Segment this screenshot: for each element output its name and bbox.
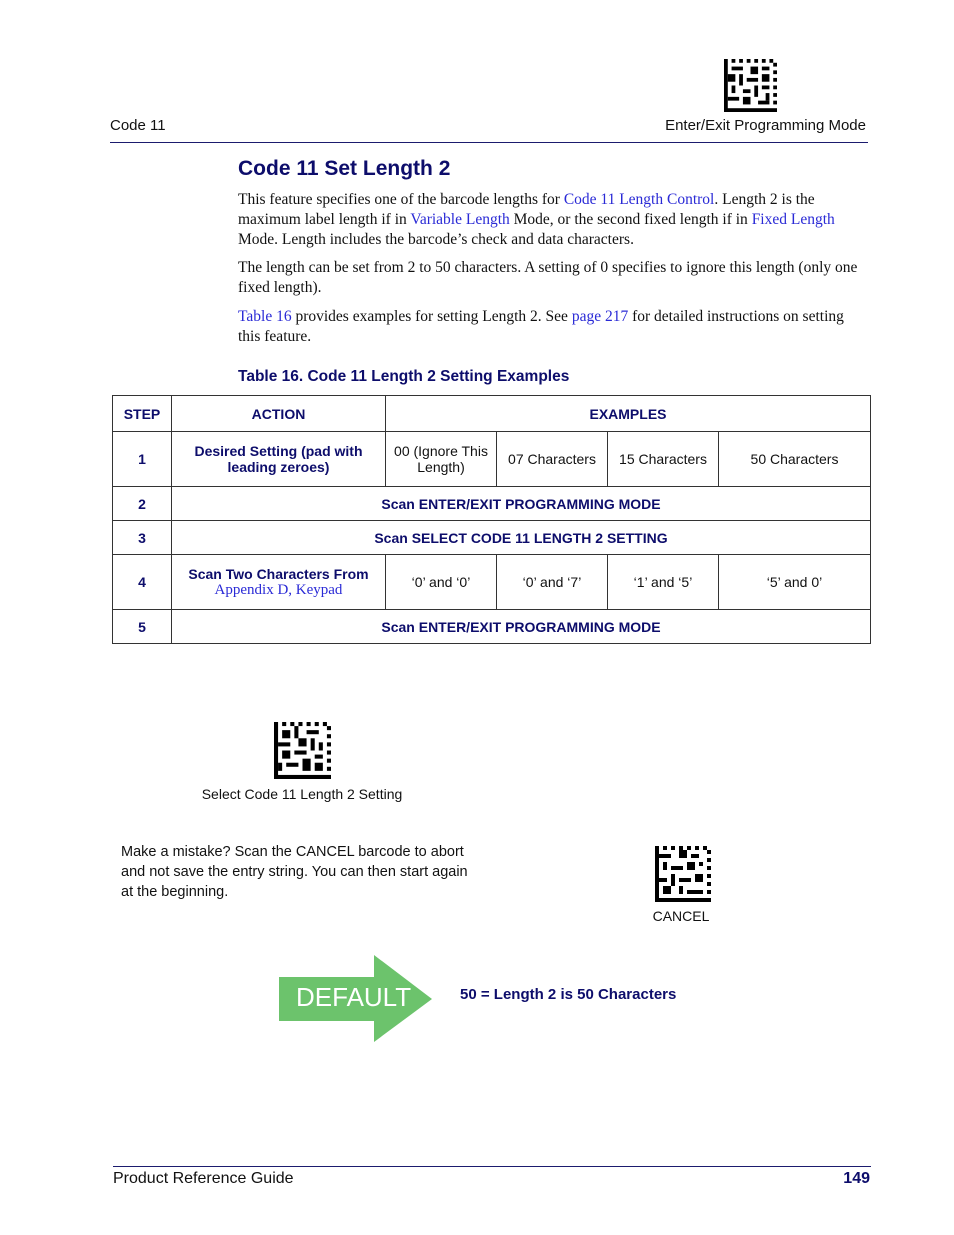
step-number: 4 bbox=[113, 555, 172, 610]
link-page-217[interactable]: page 217 bbox=[571, 308, 629, 325]
header-action: ACTION bbox=[172, 396, 386, 432]
example-cell: ‘5’ and 0’ bbox=[719, 555, 871, 610]
header-rule bbox=[110, 142, 868, 143]
link-appendix-d-keypad[interactable]: Appendix D, Keypad bbox=[214, 581, 343, 598]
page-number: 149 bbox=[843, 1170, 870, 1187]
link-variable-length[interactable]: Variable Length bbox=[410, 211, 510, 228]
paragraph-2: The length can be set from 2 to 50 characters. A setting of 0 specifies to ignore this length (only one fixed length). bbox=[238, 259, 858, 296]
default-text: 50 = Length 2 is 50 Characters bbox=[460, 986, 677, 1003]
select-length2-datamatrix-barcode bbox=[274, 722, 331, 779]
cancel-barcode-caption: CANCEL bbox=[652, 908, 710, 924]
table-title: Table 16. Code 11 Length 2 Setting Examples bbox=[238, 368, 570, 385]
table-header-row bbox=[113, 396, 871, 432]
step-action: Scan ENTER/EXIT PROGRAMMING MODE bbox=[172, 487, 871, 521]
step-action-text: Scan Two Characters From bbox=[188, 565, 369, 582]
step-action: Scan SELECT CODE 11 LENGTH 2 SETTING bbox=[172, 521, 871, 555]
step-number: 3 bbox=[113, 521, 172, 555]
section-title: Code 11 Set Length 2 bbox=[238, 157, 451, 180]
example-cell: ‘0’ and ‘0’ bbox=[386, 555, 497, 610]
header-left: Code 11 bbox=[110, 117, 166, 134]
step-number: 5 bbox=[113, 610, 172, 644]
example-cell: ‘0’ and ‘7’ bbox=[497, 555, 608, 610]
example-cell: ‘1’ and ‘5’ bbox=[608, 555, 719, 610]
step-action: Scan ENTER/EXIT PROGRAMMING MODE bbox=[172, 610, 871, 644]
default-arrow-label: DEFAULT bbox=[296, 982, 412, 1012]
setting-examples-table bbox=[112, 395, 871, 644]
link-fixed-length[interactable]: Fixed Length bbox=[751, 211, 835, 228]
header-datamatrix-barcode bbox=[724, 59, 777, 112]
paragraph-3: Table 16 provides examples for setting Length 2. See page 217 for detailed instructions on setting this feature. bbox=[238, 308, 844, 345]
table-row bbox=[113, 432, 871, 487]
example-cell: 07 Characters bbox=[497, 432, 608, 487]
cancel-datamatrix-barcode bbox=[655, 846, 711, 902]
link-table-16[interactable]: Table 16 bbox=[238, 308, 292, 325]
example-cell: 15 Characters bbox=[608, 432, 719, 487]
header-examples: EXAMPLES bbox=[386, 396, 871, 432]
header-step: STEP bbox=[113, 396, 172, 432]
table-row bbox=[113, 610, 871, 644]
mistake-note: Make a mistake? Scan the CANCEL barcode to abort and not save the entry string. You can then start again at the beginning. bbox=[121, 844, 468, 900]
table-row bbox=[113, 487, 871, 521]
step-number: 1 bbox=[113, 432, 172, 487]
table-row bbox=[113, 555, 871, 610]
step-action: Desired Setting (pad with leading zeroes) bbox=[172, 432, 386, 487]
paragraph-1: This feature specifies one of the barcode lengths for Code 11 Length Control. Length 2 is the maximum label length if in Variable Length Mode, or the second fixed length if in Fixed Length Mode. Length includes the barcode’s check and data characters. bbox=[238, 191, 835, 248]
example-cell: 00 (Ignore This Length) bbox=[386, 432, 497, 487]
link-code11-length-control[interactable]: Code 11 Length Control bbox=[563, 191, 715, 208]
header-right: Enter/Exit Programming Mode bbox=[665, 117, 866, 134]
table-row bbox=[113, 521, 871, 555]
example-cell: 50 Characters bbox=[719, 432, 871, 487]
select-barcode-caption: Select Code 11 Length 2 Setting bbox=[201, 786, 403, 802]
footer-rule bbox=[113, 1166, 871, 1167]
footer-title: Product Reference Guide bbox=[113, 1170, 294, 1187]
step-action bbox=[172, 555, 386, 610]
step-number: 2 bbox=[113, 487, 172, 521]
